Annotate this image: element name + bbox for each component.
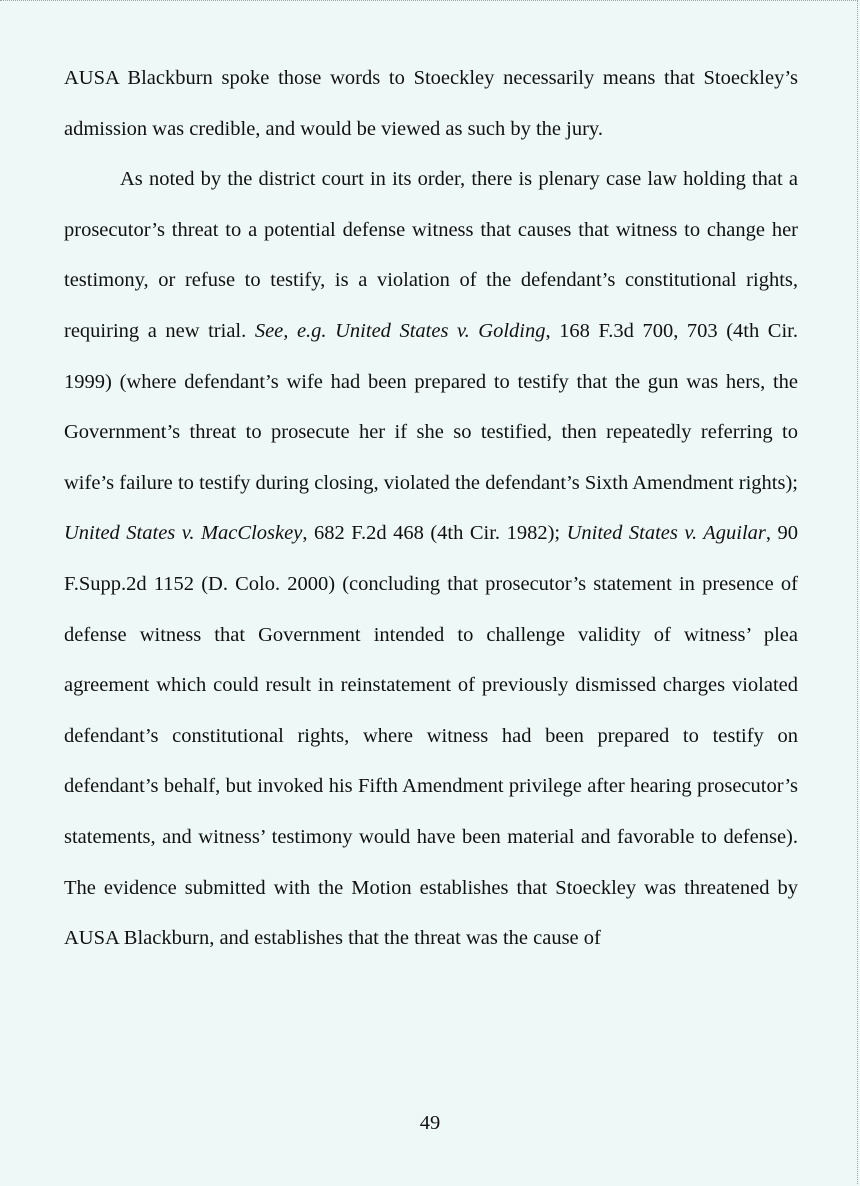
paragraph-2-text-3: , 682 F.2d 468 (4th Cir. 1982); [302,522,567,545]
paragraph-1: AUSA Blackburn spoke those words to Stoeckley necessarily means that Stoeckley’s admission was credible, and would be viewed as such by the jury. [64,67,798,140]
citation-maccloskey: United States v. MacCloskey [64,522,303,545]
paragraph-2 [64,154,798,964]
paragraph-2-text-2: , 168 F.3d 700, 703 (4th Cir. 1999) (where defendant’s wife had been prepared to testify that the gun was hers, the Government’s threat to prosecute her if she so testified, then repeatedly referring to wife’s failure to testify during closing, violated the defendant’s Sixth Amendment rights); [64,319,798,494]
citation-aguilar: United States v. Aguilar [566,522,766,545]
paragraph-2-text-1: As noted by the district court in its order, there is plenary case law holding that a prosecutor’s threat to a potential defense witness that causes that witness to change her testimony, or refuse to testify, is a violation of the defendant’s constitutional rights, requiring a new trial. [64,168,798,342]
page-number: 49 [419,1112,441,1134]
paragraph-2-text-4: , 90 F.Supp.2d 1152 (D. Colo. 2000) (concluding that prosecutor’s statement in presence of defense witness that Government intended to challenge validity of witness’ plea agreement which could result in reinstatement of previously dismissed charges violated defendant’s constitutional rights, where witness had been prepared to testify on defendant’s behalf, but invoked his Fifth Amendment privilege after hearing prosecutor’s statements, and witness’ testimony would have been material and favorable to defense). The evidence submitted with the Motion establishes that Stoeckley was threatened by AUSA Blackburn, and establishes that the threat was the cause of [64,522,799,950]
body-text [64,53,798,964]
citation-golding: See, e.g. United States v. Golding [254,319,546,342]
